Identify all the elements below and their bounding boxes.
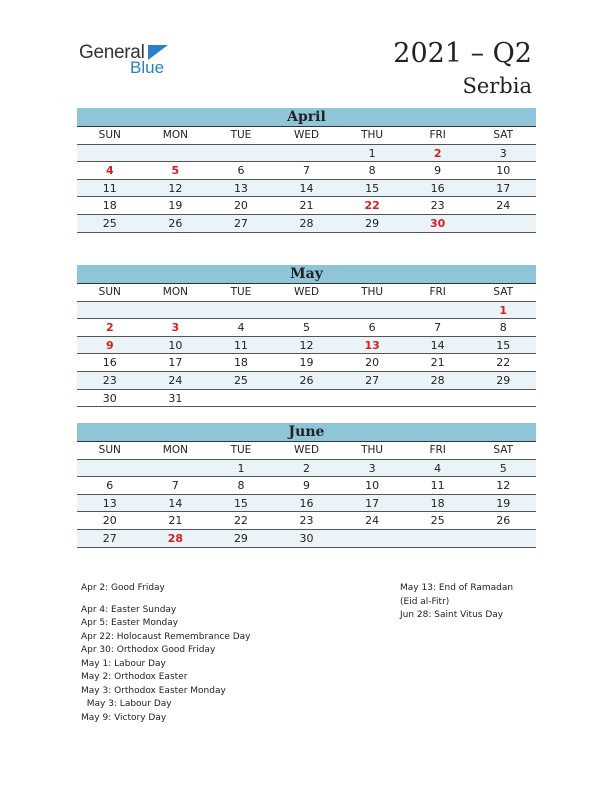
- day-cell: [274, 390, 340, 407]
- day-cell: 29: [233, 531, 248, 545]
- day-cell: 10: [365, 479, 380, 493]
- day-cell: 10: [168, 338, 183, 352]
- logo-blue-text: Blue: [130, 58, 165, 77]
- weekday-label: FRI: [429, 129, 446, 141]
- day-cell: 30: [299, 531, 314, 545]
- day-cell: 28: [430, 373, 445, 387]
- day-cell: 16: [102, 356, 117, 370]
- week-row: [77, 197, 536, 215]
- day-cell: 19: [496, 496, 511, 510]
- day-cell: 20: [365, 356, 380, 370]
- day-cell: 23: [299, 514, 314, 528]
- week-row: [77, 162, 536, 180]
- day-cell: 6: [106, 479, 114, 493]
- day-cell: 18: [102, 199, 117, 213]
- day-cell: 1: [368, 146, 376, 160]
- week-row: [77, 530, 536, 548]
- day-cell: 9: [303, 479, 311, 493]
- weekday-label: SAT: [493, 444, 514, 456]
- holiday-list-right: [400, 582, 513, 623]
- holiday-entry: May 2: Orthodox Easter: [81, 672, 188, 682]
- weekday-label: WED: [293, 129, 320, 141]
- day-cell: [208, 390, 274, 407]
- weekday-label: SUN: [98, 129, 121, 141]
- day-cell: [405, 302, 471, 319]
- day-cell: 8: [368, 164, 376, 178]
- day-cell: 3: [368, 461, 376, 475]
- day-cell: [143, 460, 209, 477]
- weekday-label: THU: [361, 286, 384, 298]
- weekday-header-row: [77, 127, 536, 145]
- holiday-entry: May 3: Orthodox Easter Monday: [81, 685, 226, 696]
- weekday-label: TUE: [230, 129, 252, 141]
- day-cell: 26: [496, 514, 511, 528]
- day-cell: 27: [365, 373, 380, 387]
- holiday-entry: Jun 28: Saint Vitus Day: [400, 610, 504, 620]
- week-row: [77, 145, 536, 163]
- weekday-label: MON: [162, 286, 188, 298]
- weekday-label: SAT: [493, 129, 514, 141]
- page-title: 2021 – Q2: [393, 38, 532, 69]
- day-cell: 20: [102, 514, 117, 528]
- week-row: [77, 319, 536, 337]
- month-may: [77, 265, 536, 407]
- day-cell: [208, 302, 274, 319]
- weekday-label: SUN: [98, 444, 121, 456]
- day-cell: 13: [102, 496, 117, 510]
- week-row: [77, 512, 536, 530]
- day-cell: 20: [233, 199, 248, 213]
- holiday-list-left: [81, 582, 251, 725]
- day-cell: 15: [233, 496, 248, 510]
- day-cell: 24: [168, 373, 183, 387]
- day-cell: 23: [430, 199, 445, 213]
- day-cell: 23: [102, 373, 117, 387]
- weekday-label: SAT: [493, 286, 514, 298]
- day-cell: 8: [499, 321, 507, 335]
- weekday-label: FRI: [429, 286, 446, 298]
- day-cell: 11: [102, 181, 117, 195]
- day-cell: [470, 530, 536, 547]
- day-cell: [77, 460, 143, 477]
- day-cell: 7: [303, 164, 311, 178]
- day-cell: 2: [303, 461, 311, 475]
- week-row: [77, 337, 536, 355]
- day-cell: 4: [434, 461, 442, 475]
- week-row: [77, 460, 536, 478]
- country-name: Serbia: [462, 74, 532, 98]
- holiday-day-cell: 3: [171, 321, 180, 335]
- holiday-entry: May 9: Victory Day: [81, 712, 167, 723]
- holiday-entry: Apr 4: Easter Sunday: [81, 604, 177, 615]
- day-cell: 15: [496, 338, 511, 352]
- day-cell: 4: [237, 321, 245, 335]
- day-cell: 7: [434, 321, 442, 335]
- day-cell: 25: [102, 216, 117, 230]
- weekday-label: TUE: [230, 286, 252, 298]
- day-cell: 12: [299, 338, 314, 352]
- day-cell: 6: [237, 164, 245, 178]
- week-row: [77, 180, 536, 198]
- day-cell: 14: [430, 338, 445, 352]
- day-cell: 18: [430, 496, 445, 510]
- day-cell: [405, 390, 471, 407]
- day-cell: [208, 145, 274, 162]
- day-cell: 26: [299, 373, 314, 387]
- logo-general-text: General: [79, 42, 145, 63]
- holiday-day-cell: 28: [167, 531, 184, 545]
- day-cell: 21: [299, 199, 314, 213]
- holiday-day-cell: 2: [433, 146, 442, 160]
- day-cell: 24: [496, 199, 511, 213]
- day-cell: 9: [434, 164, 442, 178]
- day-cell: 1: [237, 461, 245, 475]
- day-cell: 21: [168, 514, 183, 528]
- weekday-label: WED: [293, 444, 320, 456]
- day-cell: 27: [233, 216, 248, 230]
- weekday-label: TUE: [230, 444, 252, 456]
- day-cell: [274, 302, 340, 319]
- day-cell: 31: [168, 391, 183, 405]
- day-cell: [143, 302, 209, 319]
- month-header: April: [77, 108, 536, 127]
- day-cell: 29: [496, 373, 511, 387]
- holiday-entry: Apr 2: Good Friday: [81, 583, 165, 593]
- day-cell: 14: [168, 496, 183, 510]
- week-row: [77, 354, 536, 372]
- day-cell: 22: [496, 356, 511, 370]
- holiday-day-cell: 4: [105, 164, 114, 178]
- day-cell: 12: [168, 181, 183, 195]
- weekday-label: MON: [162, 444, 188, 456]
- day-cell: [470, 390, 536, 407]
- logo: [79, 42, 179, 82]
- weekday-label: THU: [361, 444, 384, 456]
- day-cell: 12: [496, 479, 511, 493]
- month-june: [77, 423, 536, 548]
- holiday-entry: Apr 30: Orthodox Good Friday: [81, 645, 216, 655]
- day-cell: 25: [430, 514, 445, 528]
- day-cell: [143, 145, 209, 162]
- day-cell: 5: [499, 461, 507, 475]
- day-cell: 11: [430, 479, 445, 493]
- holiday-entry: May 1: Labour Day: [81, 658, 166, 669]
- day-cell: 13: [233, 181, 248, 195]
- day-cell: 17: [365, 496, 380, 510]
- day-cell: 26: [168, 216, 183, 230]
- month-header: May: [77, 265, 536, 284]
- day-cell: 10: [496, 164, 511, 178]
- spacer: [81, 596, 251, 604]
- day-cell: 24: [365, 514, 380, 528]
- day-cell: 27: [102, 531, 117, 545]
- week-row: [77, 495, 536, 513]
- holiday-day-cell: 2: [105, 321, 114, 335]
- holiday-entry: May 3: Labour Day: [81, 699, 172, 709]
- day-cell: 19: [299, 356, 314, 370]
- day-cell: 17: [496, 181, 511, 195]
- day-cell: 14: [299, 181, 314, 195]
- day-cell: 7: [171, 479, 179, 493]
- day-cell: [77, 145, 143, 162]
- holiday-day-cell: 9: [105, 338, 114, 352]
- holiday-entry: Apr 22: Holocaust Remembrance Day: [81, 631, 251, 642]
- day-cell: [77, 302, 143, 319]
- holiday-day-cell: 30: [430, 216, 446, 230]
- weekday-label: MON: [162, 129, 188, 141]
- day-cell: [274, 145, 340, 162]
- day-cell: 8: [237, 479, 245, 493]
- day-cell: 5: [303, 321, 311, 335]
- day-cell: 15: [365, 181, 380, 195]
- day-cell: [339, 530, 405, 547]
- day-cell: 30: [102, 391, 117, 405]
- day-cell: 25: [233, 373, 248, 387]
- day-cell: [470, 215, 536, 232]
- day-cell: [339, 302, 405, 319]
- day-cell: 28: [299, 216, 314, 230]
- day-cell: 16: [299, 496, 314, 510]
- day-cell: 16: [430, 181, 445, 195]
- day-cell: [339, 390, 405, 407]
- weekday-label: THU: [361, 129, 384, 141]
- week-row: [77, 390, 536, 408]
- weekday-header-row: [77, 284, 536, 302]
- holiday-entry: May 13: End of Ramadan: [400, 583, 514, 593]
- holiday-day-cell: 1: [499, 303, 508, 317]
- weekday-label: SUN: [98, 286, 121, 298]
- week-row: [77, 302, 536, 320]
- weekday-header-row: [77, 442, 536, 460]
- holiday-entry: Apr 5: Easter Monday: [81, 618, 179, 628]
- holiday-day-cell: 13: [364, 338, 380, 352]
- day-cell: 3: [499, 146, 507, 160]
- day-cell: 22: [233, 514, 248, 528]
- day-cell: 17: [168, 356, 183, 370]
- week-row: [77, 215, 536, 233]
- day-cell: 29: [365, 216, 380, 230]
- month-header: June: [77, 423, 536, 442]
- day-cell: 18: [233, 356, 248, 370]
- holiday-day-cell: 22: [364, 199, 380, 213]
- day-cell: 19: [168, 199, 183, 213]
- day-cell: 11: [233, 338, 248, 352]
- week-row: [77, 372, 536, 390]
- weekday-label: WED: [293, 286, 320, 298]
- week-row: [77, 477, 536, 495]
- weekday-label: FRI: [429, 444, 446, 456]
- day-cell: 21: [430, 356, 445, 370]
- day-cell: [405, 530, 471, 547]
- holiday-entry: (Eid al-Fitr): [400, 596, 450, 607]
- day-cell: 6: [368, 321, 376, 335]
- holiday-day-cell: 5: [171, 164, 180, 178]
- month-april: [77, 108, 536, 233]
